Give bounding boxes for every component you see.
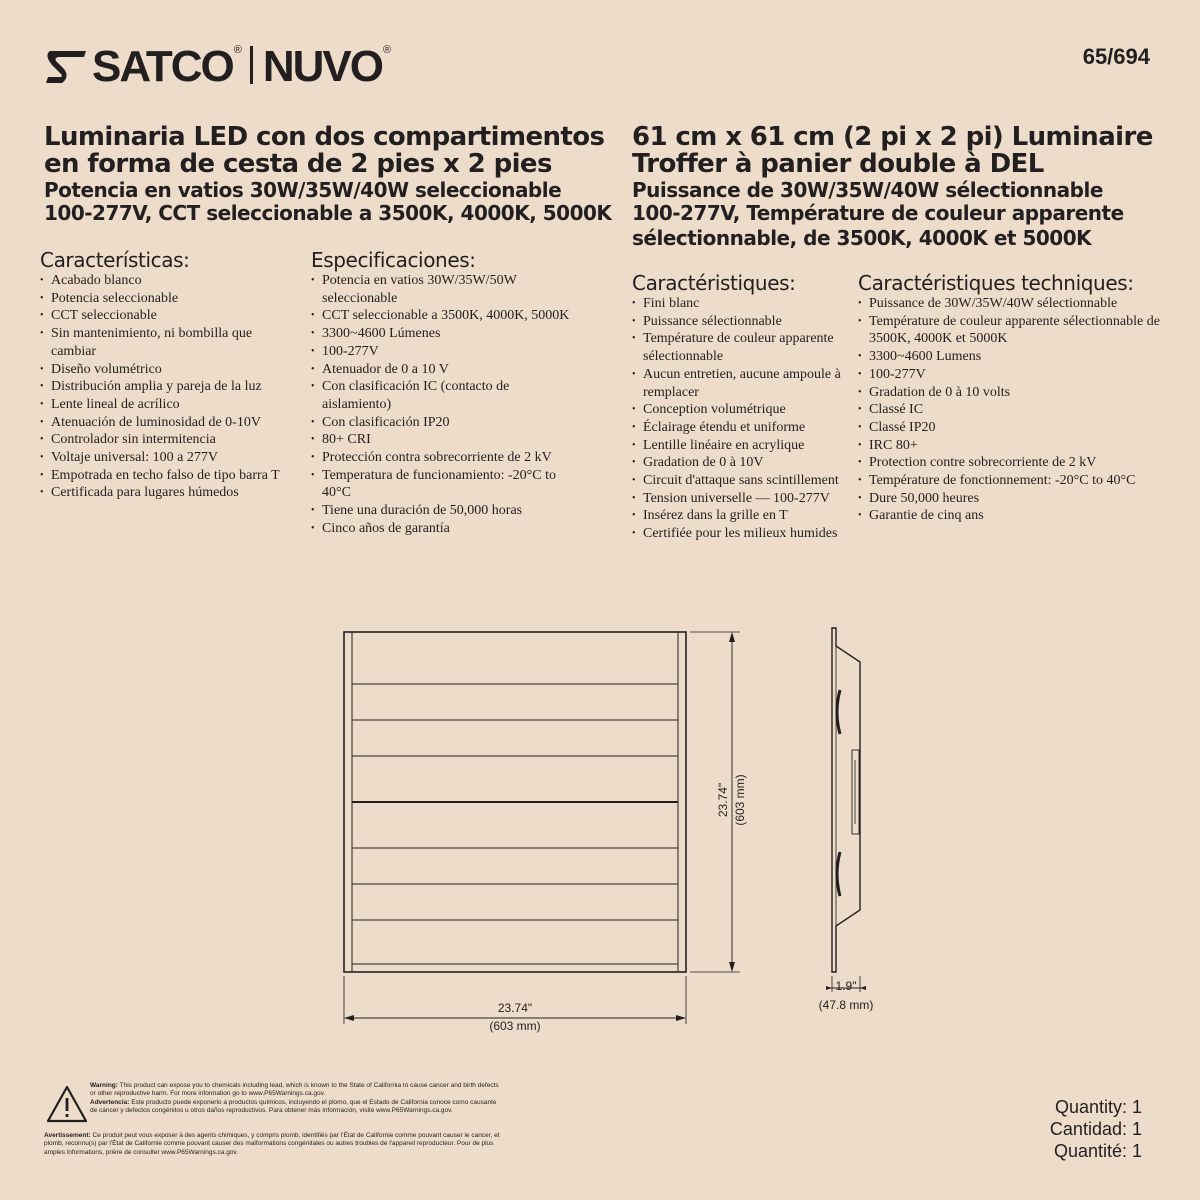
list-item: • Cinco años de garantía <box>311 520 581 538</box>
list-item: • 100-277V <box>311 343 581 361</box>
depth-inches-label: 1.9" <box>835 979 857 993</box>
list-item: • IRC 80+ <box>858 437 1178 455</box>
list-item: • Température de couleur apparente sélectionnable <box>632 330 847 365</box>
list-item: • Acabado blanco <box>40 272 285 290</box>
registered-mark: ® <box>233 44 242 56</box>
warning-triangle-icon <box>46 1084 88 1124</box>
warning-label: Advertencia: <box>90 1098 130 1106</box>
brand-satco: SATCO <box>92 42 233 91</box>
list-item: • Garantie de cinq ans <box>858 507 1178 525</box>
list-item: • Certificada para lugares húmedos <box>40 484 285 502</box>
list-item: • 3300~4600 Lúmenes <box>311 325 581 343</box>
height-inches-label: 23.74" <box>716 782 730 818</box>
troffer-frame-left <box>344 632 352 972</box>
spanish-features-heading: Características: <box>40 248 190 272</box>
list-item: • Classé IP20 <box>858 419 1178 437</box>
french-title <box>632 124 1192 252</box>
french-title-line: Troffer à panier double à DEL <box>632 149 1044 180</box>
list-item: • Certifiée pour les milieux humides <box>632 525 847 543</box>
list-item: • Atenuación de luminosidad de 0-10V <box>40 414 285 432</box>
list-item: • Aucun entretien, aucune ampoule à remplacer <box>632 366 847 401</box>
french-subtitle-line: 100-277V, Température de couleur apparente <box>632 200 1124 225</box>
quantity-french: Quantité: 1 <box>1053 1141 1142 1161</box>
quantity-block <box>1050 1096 1142 1162</box>
list-item: • Diseño volumétrico <box>40 361 285 379</box>
list-item: • Con clasificación IP20 <box>311 414 581 432</box>
list-item: • Sin mantenimiento, ni bombilla que cambiar <box>40 325 285 360</box>
list-item: • CCT seleccionable <box>40 307 285 325</box>
list-item: • Conception volumétrique <box>632 401 847 419</box>
list-item: • Controlador sin intermitencia <box>40 431 285 449</box>
troffer-frame-right <box>678 632 686 972</box>
list-item: • Potencia en vatios 30W/35W/50W seleccionable <box>311 272 581 307</box>
french-title-line: 61 cm x 61 cm (2 pi x 2 pi) Luminaire <box>632 122 1153 152</box>
registered-mark: ® <box>382 44 392 56</box>
list-item: • Lentille linéaire en acrylique <box>632 437 847 455</box>
french-subtitle-line: Puissance de 30W/35W/40W sélectionnable <box>632 177 1103 202</box>
catalog-number: 65/694 <box>1082 44 1150 69</box>
depth-mm-label: (47.8 mm) <box>818 998 874 1012</box>
warning-french <box>44 1132 500 1157</box>
list-item: • Con clasificación IC (contacto de aislamiento) <box>311 378 581 413</box>
width-inches-label: 23.74" <box>497 1001 533 1015</box>
list-item: • Distribución amplia y pareja de la luz <box>40 378 285 396</box>
spanish-subtitle-line: Potencia en vatios 30W/35W/40W seleccionable <box>44 177 562 202</box>
height-mm-label: (603 mm) <box>733 774 747 826</box>
spanish-title-line: Luminaria LED con dos compartimentos <box>44 122 605 152</box>
list-item: • Protection contre sobrecorriente de 2 kV <box>858 454 1178 472</box>
list-item: • Potencia seleccionable <box>40 290 285 308</box>
spanish-features-list <box>40 272 285 502</box>
warning-spanish <box>90 1099 500 1116</box>
brand-divider <box>250 46 253 84</box>
list-item: • Circuit d'attaque sans scintillement <box>632 472 847 490</box>
list-item: • Atenuador de 0 a 10 V <box>311 361 581 379</box>
warning-label: Warning: <box>90 1082 118 1089</box>
list-item: • Protección contra sobrecorriente de 2 kV <box>311 449 581 467</box>
list-item: • Tiene una duración de 50,000 horas <box>311 502 581 520</box>
french-specs-heading: Caractéristiques techniques: <box>858 271 1134 295</box>
list-item: • Fini blanc <box>632 295 847 313</box>
brand-logo <box>44 42 395 92</box>
list-item: • Gradation de 0 à 10V <box>632 454 847 472</box>
spanish-specs-list <box>311 272 581 538</box>
dimension-drawing <box>300 600 920 1060</box>
warning-text: Ce produit peut vous exposer à des agents chimiques, y compris plomb, identifiés par l'État de Californie comme pouvant causer le cancer, et plomb, reconnu(s) par l'État de Californie comme pouvant causer des malformations congénitales ou autres troubles de l'appareil reproducteur. Pour de plus amples informations, prière de consulter www.P65Warnings.ca.gov. <box>44 1132 500 1156</box>
spanish-title-line: en forma de cesta de 2 pies x 2 pies <box>44 149 552 180</box>
french-specs-list <box>858 295 1178 525</box>
satco-swoosh-icon <box>44 47 90 87</box>
list-item: • Puissance sélectionnable <box>632 313 847 331</box>
list-item: • Empotrada en techo falso de tipo barra T <box>40 467 285 485</box>
prop65-warning-french <box>44 1132 500 1157</box>
spanish-title <box>44 122 612 226</box>
quantity-spanish: Cantidad: 1 <box>1049 1119 1142 1139</box>
french-features <box>632 273 847 543</box>
warning-text: Este producto puede exponerlo a productos químicos, incluyendo el plomo, que el Estado de California conoce como causante de cáncer y defectos congénitos u otros daños reproductivos. Para obtener más información, visite www.P65Warnings.ca.gov. <box>90 1098 497 1114</box>
list-item: • Dure 50,000 heures <box>858 490 1178 508</box>
spanish-specs-heading: Especificaciones: <box>311 248 476 272</box>
list-item: • Lente lineal de acrílico <box>40 396 285 414</box>
spanish-features <box>40 250 285 502</box>
list-item: • Tension universelle — 100-277V <box>632 490 847 508</box>
list-item: • CCT seleccionable a 3500K, 4000K, 5000K <box>311 307 581 325</box>
list-item: • 3300~4600 Lumens <box>858 348 1178 366</box>
list-item: • Température de couleur apparente sélectionnable de 3500K, 4000K et 5000K <box>858 313 1178 348</box>
list-item: • 80+ CRI <box>311 431 581 449</box>
french-subtitle-line: sélectionnable, de 3500K, 4000K et 5000K <box>632 226 1092 251</box>
list-item: • Temperatura de funcionamiento: -20°C to 40°C <box>311 467 581 502</box>
list-item: • Voltaje universal: 100 a 277V <box>40 449 285 467</box>
warning-label: Avertissement: <box>44 1132 91 1139</box>
warning-text: This product can expose you to chemicals including lead, which is known to the State of California to cause cancer and birth defects or other reproductive harm. For more information go to www.P65Warnings.ca.gov. <box>90 1082 499 1098</box>
list-item: • 100-277V <box>858 366 1178 384</box>
spanish-subtitle-line: 100-277V, CCT seleccionable a 3500K, 4000K, 5000K <box>44 200 612 225</box>
width-mm-label: (603 mm) <box>489 1019 541 1033</box>
french-features-heading: Caractéristiques: <box>632 271 796 295</box>
list-item: • Puissance de 30W/35W/40W sélectionnable <box>858 295 1178 313</box>
quantity-english: Quantity: 1 <box>1054 1097 1142 1117</box>
brand-nuvo: NUVO <box>262 42 382 91</box>
list-item: • Classé IC <box>858 401 1178 419</box>
list-item: • Éclairage étendu et uniforme <box>632 419 847 437</box>
warning-english <box>90 1082 500 1099</box>
prop65-warning-block <box>90 1082 500 1115</box>
french-features-list <box>632 295 847 543</box>
list-item: • Insérez dans la grille en T <box>632 507 847 525</box>
french-specs <box>858 273 1178 525</box>
list-item: • Gradation de 0 à 10 volts <box>858 384 1178 402</box>
list-item: • Température de fonctionnement: -20°C to 40°C <box>858 472 1178 490</box>
spanish-specs <box>311 250 581 538</box>
